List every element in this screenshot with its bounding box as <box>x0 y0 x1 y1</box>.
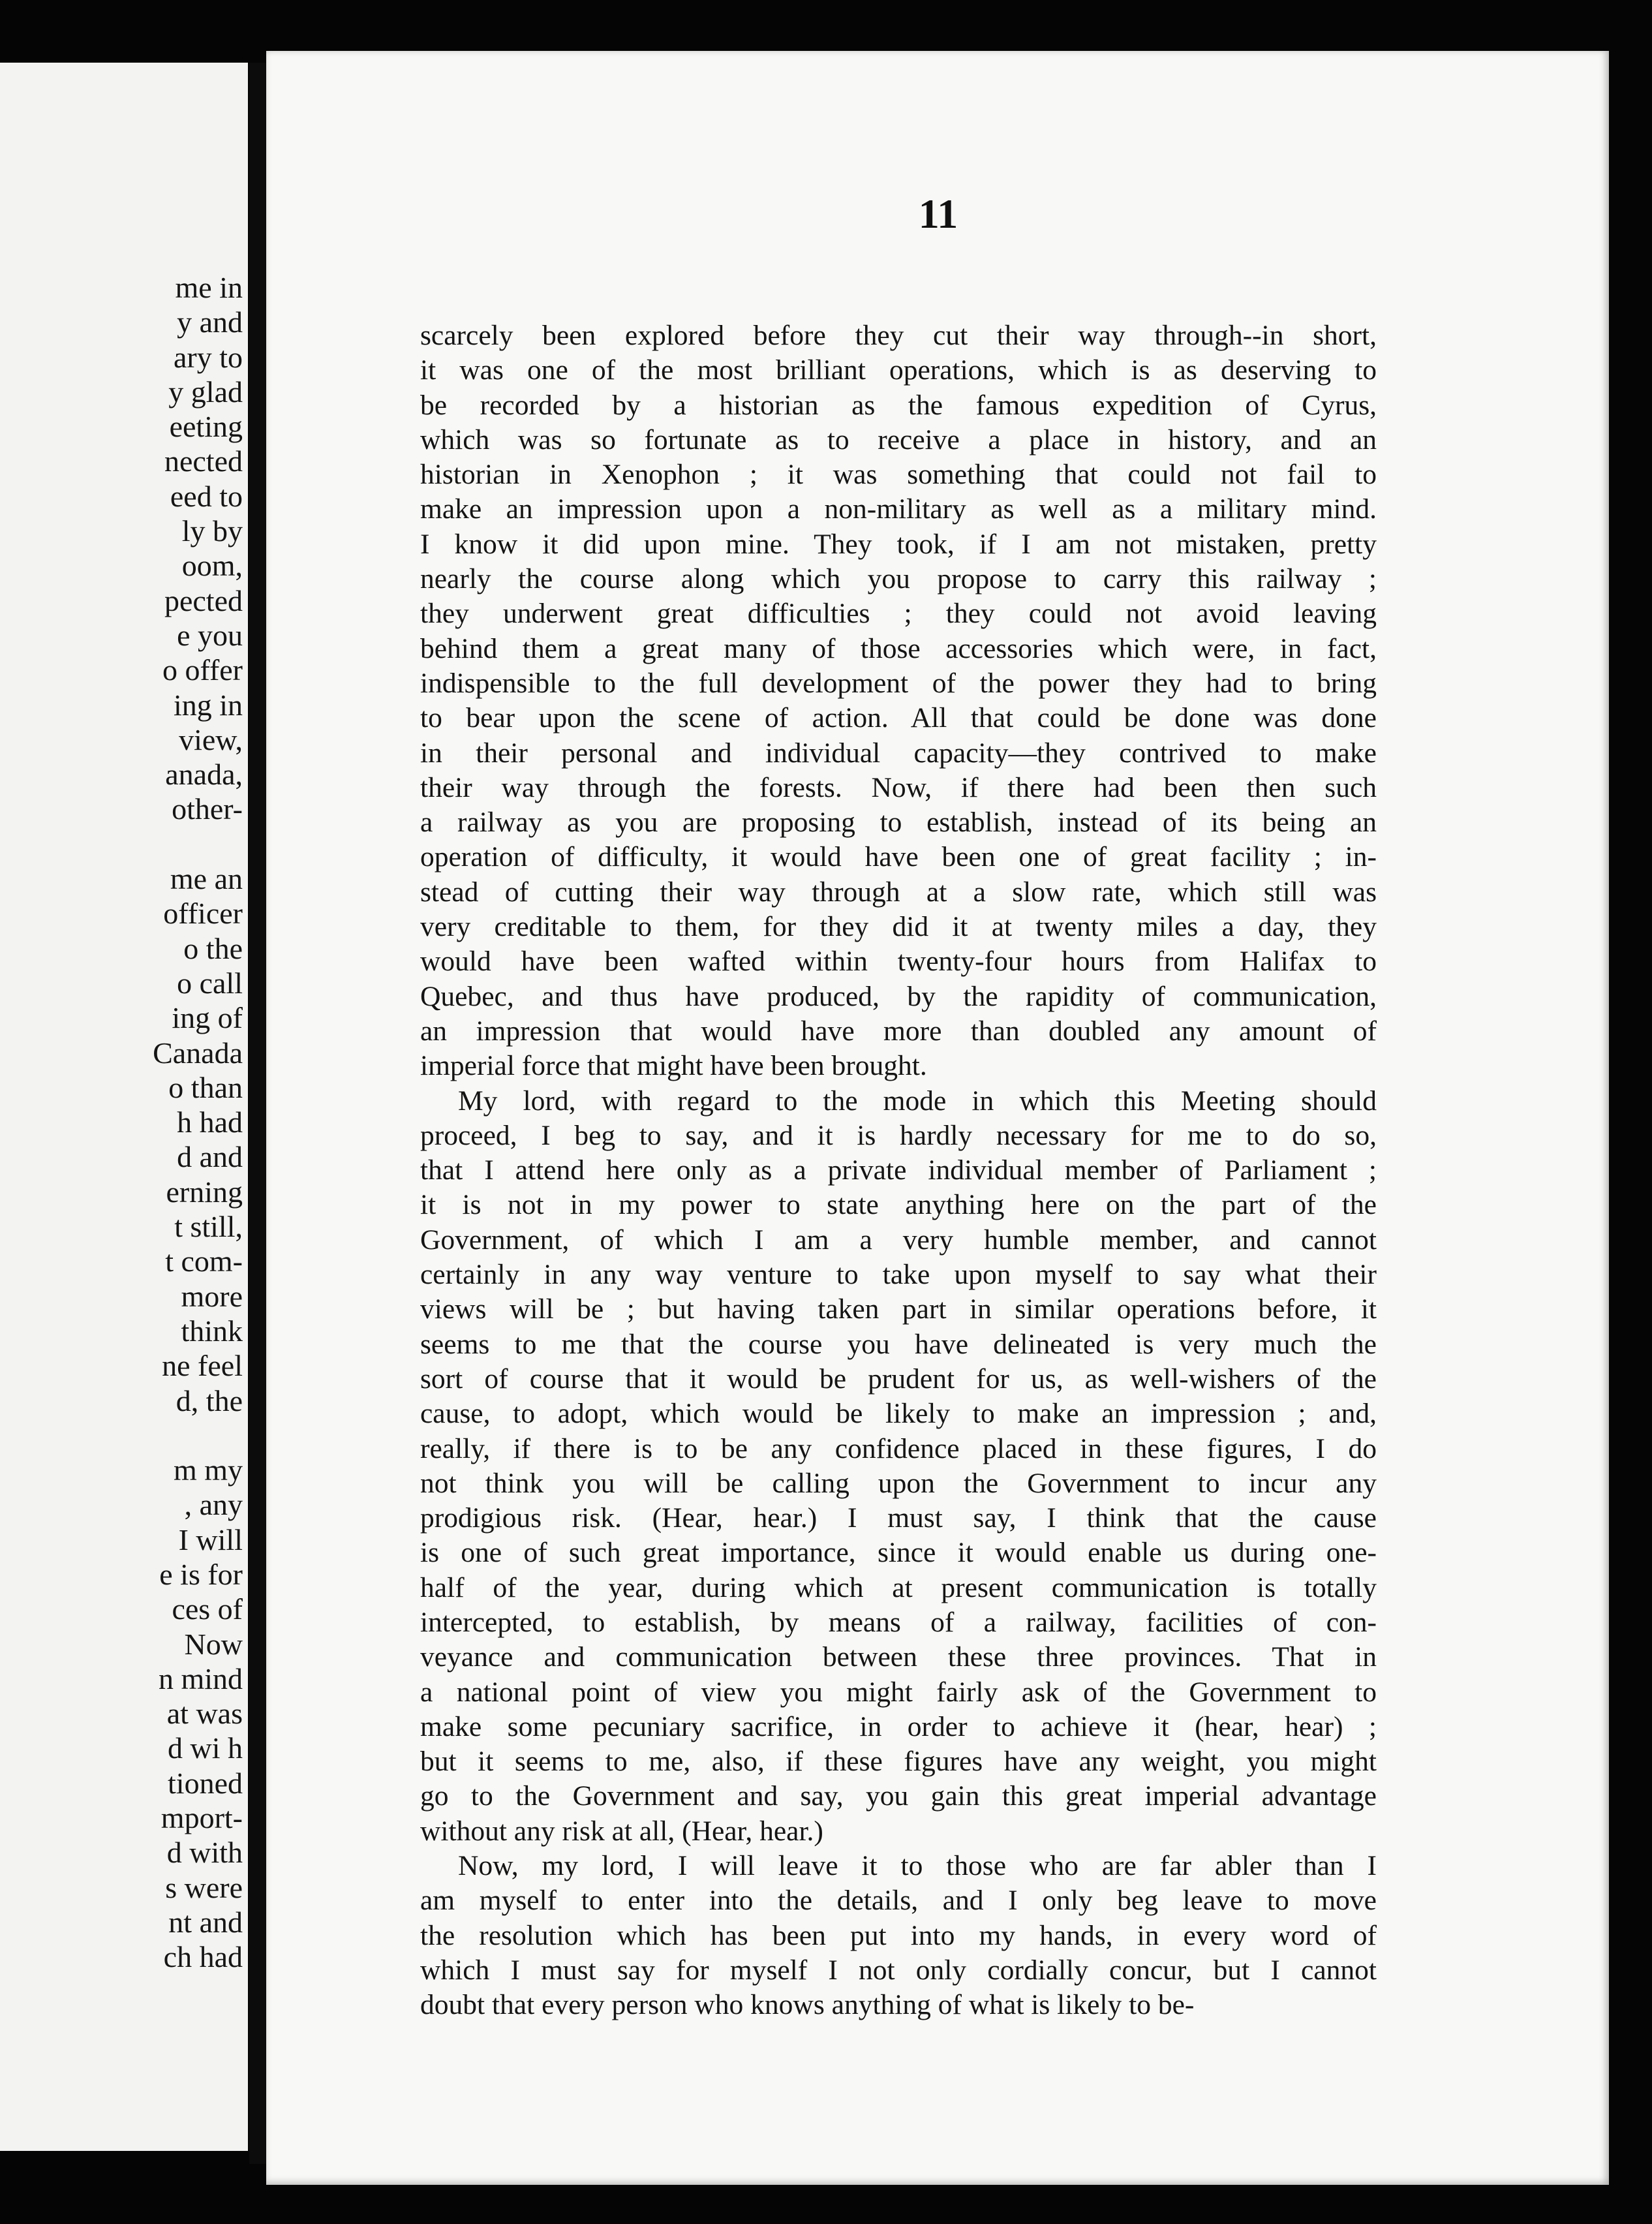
previous-page-line: ch had <box>163 1940 243 1974</box>
text-line: imperial force that might have been brought. <box>420 1050 927 1082</box>
text-line: they underwent great difficulties ; they could not avoid leaving <box>420 598 1377 630</box>
previous-page-line: view, <box>179 722 243 756</box>
text-line: a railway as you are proposing to establish, instead of its being an <box>420 807 1377 839</box>
text-line: which was so fortunate as to receive a place in history, and an <box>420 424 1377 456</box>
previous-page-line: d wi h <box>168 1731 243 1765</box>
text-line: proceed, I beg to say, and it is hardly necessary for me to do so, <box>420 1119 1377 1151</box>
text-line: be recorded by a historian as the famous expedition of Cyrus, <box>420 389 1377 421</box>
previous-page-line: o call <box>177 966 243 1000</box>
text-line: doubt that every person who knows anything of what is likely to be- <box>420 1989 1195 2021</box>
previous-page-line: oom, <box>181 549 243 583</box>
previous-page-line: y glad <box>168 375 243 409</box>
previous-page-line: m my <box>173 1453 243 1487</box>
previous-page-line: ing in <box>173 688 243 722</box>
previous-page-fragment <box>0 63 248 2151</box>
previous-page-line: erning <box>166 1175 243 1209</box>
previous-page-line: anada, <box>165 758 243 792</box>
text-line: stead of cutting their way through at a slow rate, which still was <box>420 876 1377 908</box>
book-gutter <box>249 63 268 2164</box>
previous-page-line: n mind <box>158 1661 243 1695</box>
previous-page-line: t still, <box>174 1210 243 1244</box>
text-line: veyance and communication between these three provinces. That in <box>420 1641 1377 1673</box>
previous-page-line: think <box>181 1314 243 1348</box>
previous-page-line <box>153 1418 243 1453</box>
previous-page-line: ces of <box>172 1592 243 1626</box>
previous-page-line: at was <box>166 1697 243 1731</box>
text-line: views will be ; but having taken part in similar operations before, it <box>420 1293 1377 1325</box>
previous-page-line: eeting <box>169 410 243 444</box>
text-line: Government, of which I am a very humble member, and cannot <box>420 1224 1377 1256</box>
previous-page-line: eed to <box>170 479 243 513</box>
previous-page-line: more <box>181 1279 243 1313</box>
text-line: to bear upon the scene of action. All that could be done was done <box>420 702 1377 734</box>
text-line: seems to me that the course you have delineated is very much the <box>420 1328 1377 1360</box>
previous-page-line: e you <box>177 618 243 652</box>
text-line: go to the Government and say, you gain this great imperial advantage <box>420 1780 1377 1812</box>
text-line: indispensible to the full development of the power they had to bring <box>420 667 1377 699</box>
previous-page-line: o than <box>168 1070 243 1104</box>
text-line: cause, to adopt, which would be likely to make an impression ; and, <box>420 1398 1377 1430</box>
text-line: without any risk at all, (Hear, hear.) <box>420 1815 823 1847</box>
text-line: that I attend here only as a private individual member of Parliament ; <box>420 1154 1377 1186</box>
text-line: their way through the forests. Now, if there had been then such <box>420 771 1377 803</box>
previous-page-line: o offer <box>162 653 243 687</box>
previous-page-line: ly by <box>181 514 243 548</box>
text-line: operation of difficulty, it would have been one of great facility ; in- <box>420 841 1377 873</box>
text-line: behind them a great many of those accessories which were, in fact, <box>420 632 1377 664</box>
text-line: Now, my lord, I will leave it to those who are far abler than I <box>458 1850 1377 1882</box>
text-line: very creditable to them, for they did it at twenty miles a day, they <box>420 911 1377 943</box>
text-line: historian in Xenophon ; it was something that could not fail to <box>420 459 1377 491</box>
text-line: which I must say for myself I not only cordially concur, but I cannot <box>420 1954 1377 1986</box>
text-line: intercepted, to establish, by means of a railway, facilities of con- <box>420 1606 1377 1638</box>
previous-page-line: d and <box>177 1140 243 1174</box>
previous-page-line: d with <box>166 1836 243 1870</box>
previous-page-line <box>153 827 243 861</box>
text-line: make some pecuniary sacrifice, in order to achieve it (hear, hear) ; <box>420 1710 1377 1742</box>
text-line: half of the year, during which at present communication is totally <box>420 1571 1377 1603</box>
text-line: but it seems to me, also, if these figures have any weight, you might <box>420 1746 1377 1778</box>
text-line: scarcely been explored before they cut their way through--in short, <box>420 320 1377 351</box>
text-line: My lord, with regard to the mode in which this Meeting should <box>458 1085 1377 1117</box>
text-line: in their personal and individual capacity—they contrived to make <box>420 737 1377 769</box>
previous-page-line: y and <box>177 305 243 339</box>
previous-page-line: ary to <box>173 340 243 374</box>
text-line: a national point of view you might fairly ask of the Government to <box>420 1676 1377 1708</box>
previous-page-line: Canada <box>153 1036 243 1070</box>
text-line: sort of course that it would be prudent for us, as well-wishers of the <box>420 1363 1377 1395</box>
text-line: Quebec, and thus have produced, by the rapidity of communication, <box>420 980 1377 1012</box>
text-line: not think you will be calling upon the Government to incur any <box>420 1467 1377 1499</box>
previous-page-line: me in <box>175 271 243 304</box>
text-line: really, if there is to be any confidence placed in these figures, I do <box>420 1432 1377 1464</box>
text-line: make an impression upon a non-military as well as a military mind. <box>420 493 1377 525</box>
previous-page-line: t com- <box>165 1244 243 1278</box>
previous-page-line: ne feel <box>162 1349 243 1383</box>
previous-page-line: tioned <box>168 1766 243 1800</box>
previous-page-line: d, the <box>176 1383 243 1417</box>
previous-page-line: , any <box>184 1488 243 1522</box>
previous-page-line: nected <box>164 444 243 478</box>
previous-page-line-endings <box>153 270 243 1975</box>
previous-page-line: s were <box>165 1870 243 1904</box>
text-line: an impression that would have more than doubled any amount of <box>420 1015 1377 1047</box>
text-line: nearly the course along which you propose to carry this railway ; <box>420 563 1377 595</box>
previous-page-line: o the <box>183 931 243 965</box>
current-page <box>266 51 1609 2185</box>
previous-page-line: Now <box>184 1627 243 1661</box>
text-line: the resolution which has been put into my hands, in every word of <box>420 1919 1377 1951</box>
page-body-text <box>420 318 1377 2023</box>
previous-page-line: ing of <box>172 1001 243 1035</box>
previous-page-line: officer <box>163 897 243 931</box>
text-line: it was one of the most brilliant operations, which is as deserving to <box>420 354 1377 386</box>
text-line: certainly in any way venture to take upon myself to say what their <box>420 1259 1377 1291</box>
text-line: it is not in my power to state anything here on the part of the <box>420 1189 1377 1221</box>
text-line: is one of such great importance, since it would enable us during one- <box>420 1537 1377 1569</box>
page-number: 11 <box>918 191 958 237</box>
previous-page-line: h had <box>177 1105 243 1139</box>
previous-page-line: mport- <box>161 1801 243 1835</box>
text-line: prodigious risk. (Hear, hear.) I must say, I think that the cause <box>420 1502 1377 1534</box>
text-line: I know it did upon mine. They took, if I am not mistaken, pretty <box>420 528 1377 560</box>
previous-page-line: other- <box>172 792 243 826</box>
previous-page-line: nt and <box>168 1905 243 1939</box>
previous-page-line: e is for <box>159 1557 243 1591</box>
previous-page-line: pected <box>164 583 243 617</box>
previous-page-line: I will <box>178 1522 243 1556</box>
text-line: am myself to enter into the details, and I only beg leave to move <box>420 1885 1377 1917</box>
text-line: would have been wafted within twenty-four hours from Halifax to <box>420 946 1377 978</box>
previous-page-line: me an <box>170 862 243 896</box>
